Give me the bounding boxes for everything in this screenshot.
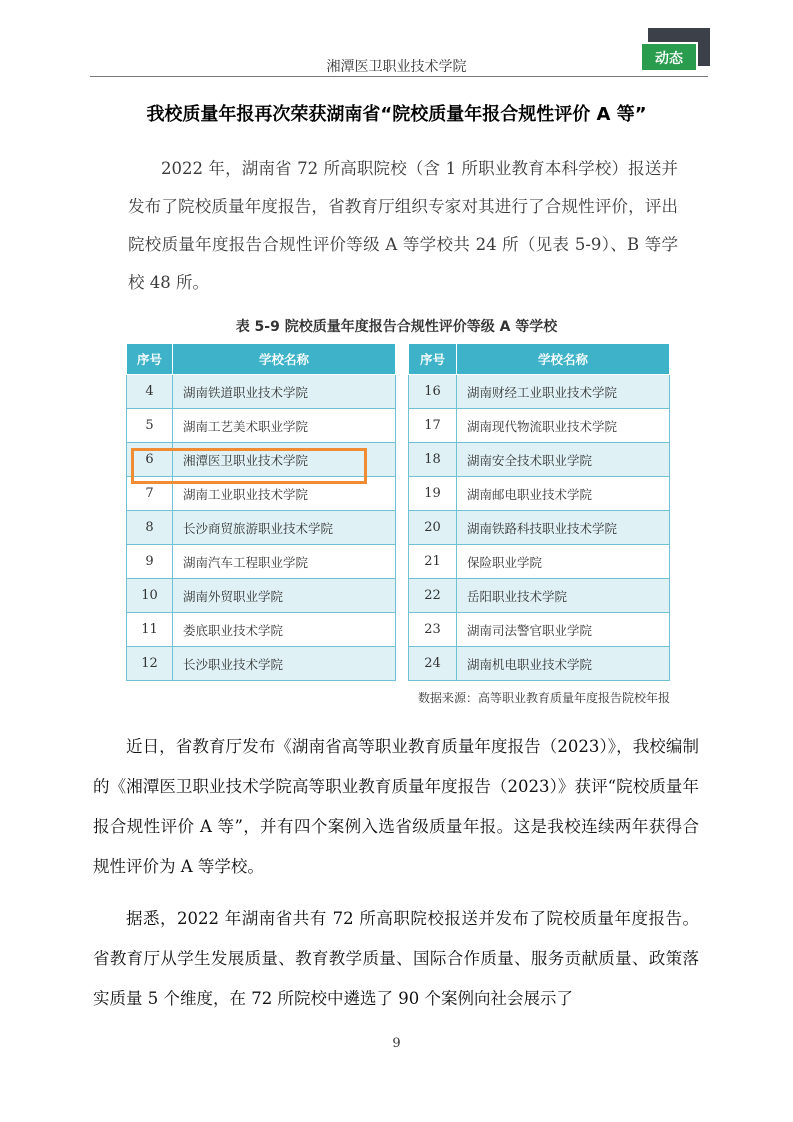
- table-row: [127, 375, 396, 409]
- table-row: [409, 579, 670, 613]
- row-number: 21: [409, 545, 457, 579]
- row-number: 16: [409, 375, 457, 409]
- row-number: 23: [409, 613, 457, 647]
- school-name: 湖南工艺美术职业学院: [173, 409, 396, 443]
- row-number: 17: [409, 409, 457, 443]
- column-header-name: 学校名称: [457, 344, 670, 375]
- article-title: 我校质量年报再次荣获湖南省“院校质量年报合规性评价 A 等”: [146, 104, 647, 125]
- school-name: 湖南汽车工程职业学院: [173, 545, 396, 579]
- table-row: [127, 545, 396, 579]
- image-intro-paragraph: 2022 年，湖南省 72 所高职院校（含 1 所职业教育本科学校）报送并发布了院校质量年度报告，省教育厅组织专家对其进行了合规性评价，评出院校质量年度报告合规性评价等级 A 等学校共 24 所（见表 5-9）、B 等学校 48 所。: [128, 159, 678, 292]
- table-row: [127, 579, 396, 613]
- page-number: 9: [392, 1036, 401, 1051]
- row-number: 8: [127, 511, 173, 545]
- table-row: [409, 375, 670, 409]
- school-name: 湖南外贸职业学院: [173, 579, 396, 613]
- badge-label: 动态: [640, 42, 698, 72]
- school-name: 湖南安全技术职业学院: [457, 443, 670, 477]
- schools-table-right: [408, 343, 670, 681]
- row-number: 11: [127, 613, 173, 647]
- school-name: 岳阳职业技术学院: [457, 579, 670, 613]
- row-number: 5: [127, 409, 173, 443]
- article-body: [93, 727, 699, 1031]
- row-number: 6: [127, 443, 173, 477]
- school-name: 湖南机电职业技术学院: [457, 647, 670, 681]
- header-school-name: 湘潭医卫职业技术学院: [326, 59, 467, 75]
- column-header-number: 序号: [127, 344, 173, 375]
- table-row: [409, 613, 670, 647]
- table-row: [127, 511, 396, 545]
- row-number: 20: [409, 511, 457, 545]
- row-number: 22: [409, 579, 457, 613]
- row-number: 12: [127, 647, 173, 681]
- image-intro-text: [128, 150, 678, 302]
- row-number: 10: [127, 579, 173, 613]
- school-name: 湖南司法警官职业学院: [457, 613, 670, 647]
- table-caption: 表 5-9 院校质量年度报告合规性评价等级 A 等学校: [235, 319, 558, 335]
- table-row: [409, 477, 670, 511]
- table-source-note: 数据来源：高等职业教育质量年度报告院校年报: [417, 691, 670, 705]
- schools-table-left: [126, 343, 396, 681]
- table-row: [409, 511, 670, 545]
- school-name: 娄底职业技术学院: [173, 613, 396, 647]
- school-name: 湖南现代物流职业技术学院: [457, 409, 670, 443]
- school-name: 长沙职业技术学院: [173, 647, 396, 681]
- row-number: 7: [127, 477, 173, 511]
- school-name: 湖南铁道职业技术学院: [173, 375, 396, 409]
- table-header-row: [127, 344, 396, 375]
- row-number: 18: [409, 443, 457, 477]
- header-divider: [90, 76, 708, 77]
- school-name: 湖南工业职业技术学院: [173, 477, 396, 511]
- school-name: 湖南邮电职业技术学院: [457, 477, 670, 511]
- school-name: 湖南铁路科技职业技术学院: [457, 511, 670, 545]
- school-name: 保险职业学院: [457, 545, 670, 579]
- row-number: 4: [127, 375, 173, 409]
- table-row: [127, 409, 396, 443]
- school-name: 湘潭医卫职业技术学院: [173, 443, 396, 477]
- school-name: 湖南财经工业职业技术学院: [457, 375, 670, 409]
- body-paragraph: 近日，省教育厅发布《湖南省高等职业教育质量年度报告（2023）》，我校编制的《湘潭医卫职业技术学院高等职业教育质量年度报告（2023）》获评“院校质量年报合规性评价 A 等”，并有四个案例入选省级质量年报。这是我校连续两年获得合规性评价为 A 等学校。: [93, 737, 699, 876]
- table-row: [409, 409, 670, 443]
- table-row: [127, 647, 396, 681]
- row-number: 9: [127, 545, 173, 579]
- table-row: [409, 647, 670, 681]
- table-row: [127, 613, 396, 647]
- section-badge: [638, 28, 710, 74]
- school-name: 长沙商贸旅游职业技术学院: [173, 511, 396, 545]
- column-header-number: 序号: [409, 344, 457, 375]
- highlight-box: [131, 448, 367, 484]
- row-number: 24: [409, 647, 457, 681]
- row-number: 19: [409, 477, 457, 511]
- table-row: [409, 545, 670, 579]
- column-header-name: 学校名称: [173, 344, 396, 375]
- table-header-row: [409, 344, 670, 375]
- body-paragraph: 据悉，2022 年湖南省共有 72 所高职院校报送并发布了院校质量年度报告。省教育厅从学生发展质量、教育教学质量、国际合作质量、服务贡献质量、政策落实质量 5 个维度，在 72 所院校中遴选了 90 个案例向社会展示了: [93, 909, 699, 1008]
- table-row: [409, 443, 670, 477]
